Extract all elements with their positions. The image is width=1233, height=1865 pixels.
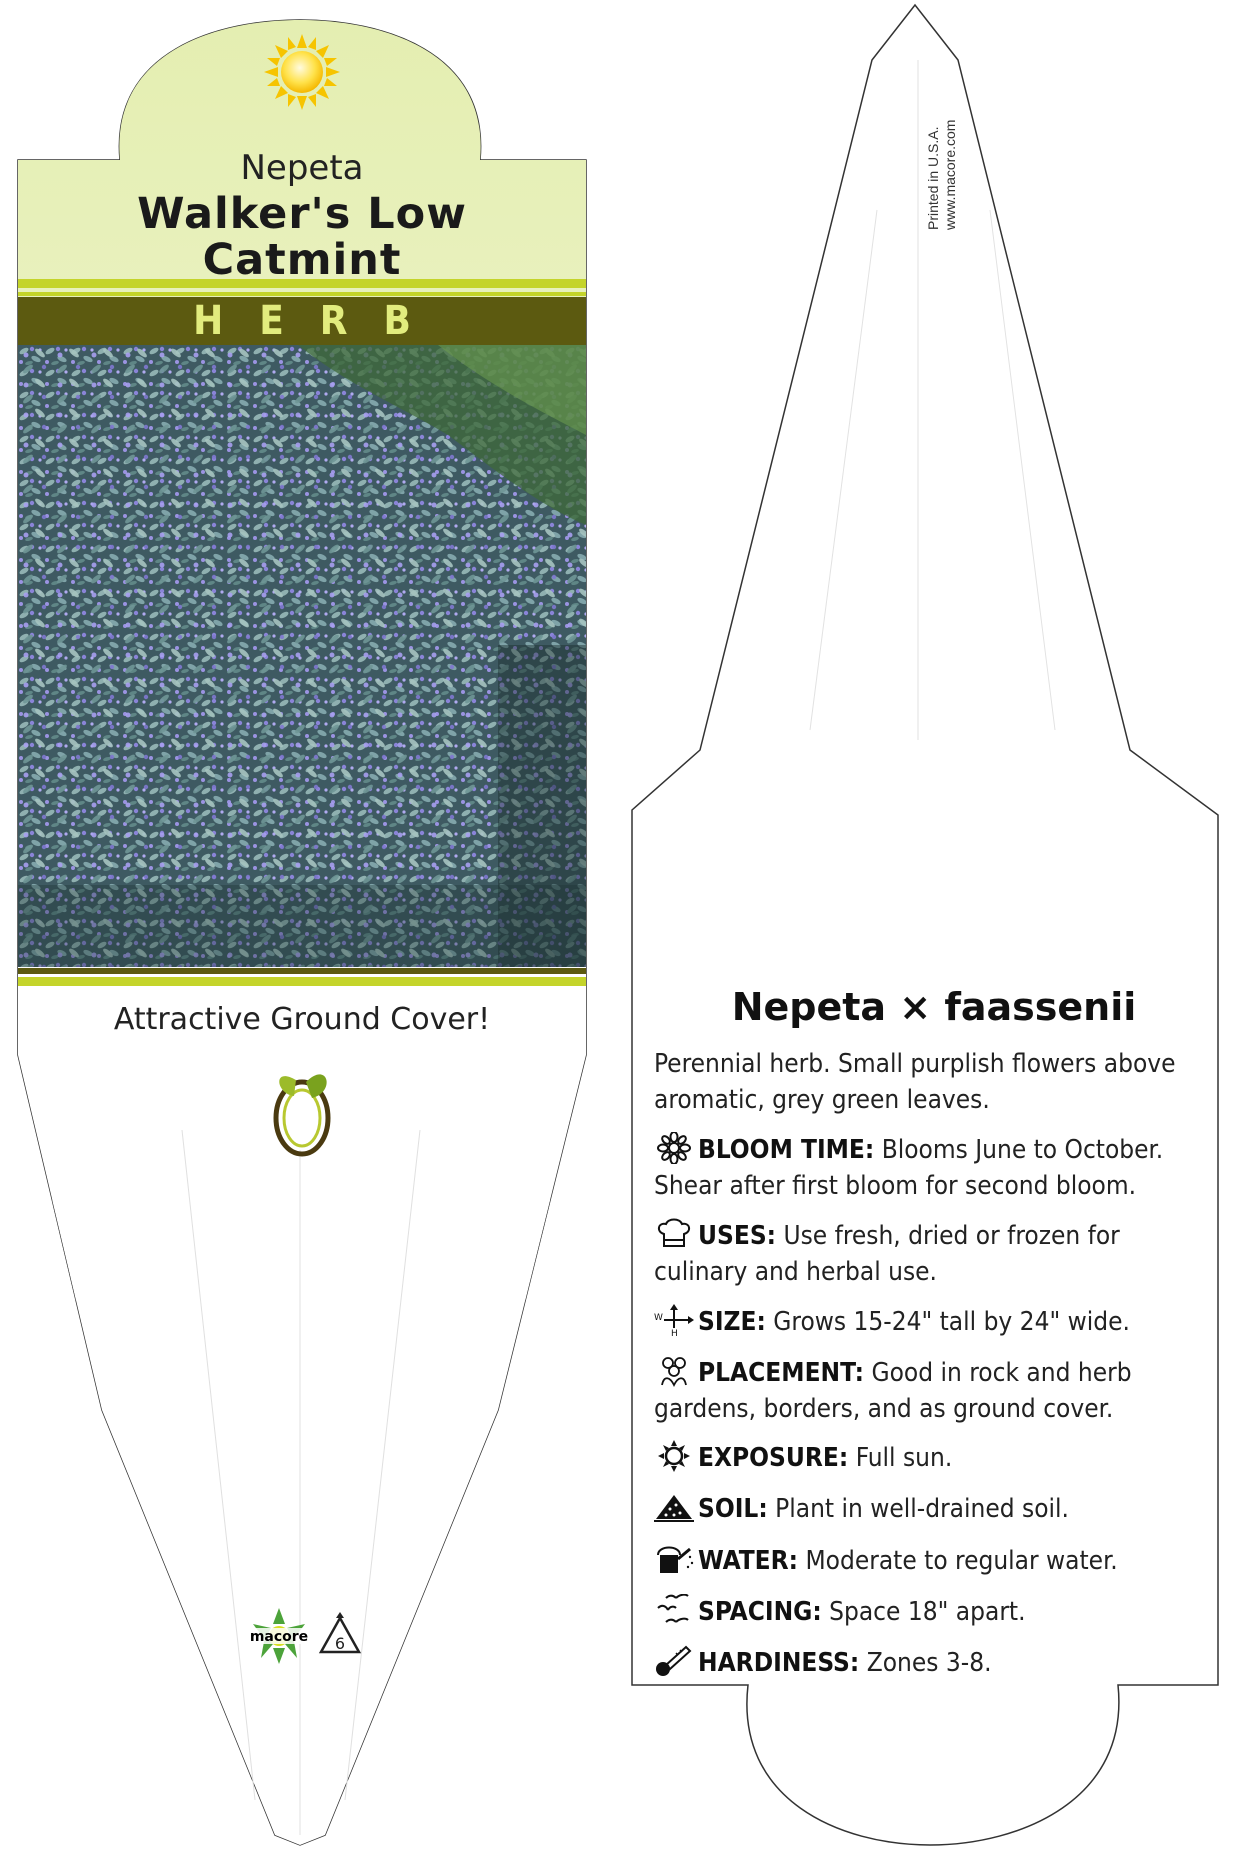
common-name-line1: Walker's Low <box>137 189 467 239</box>
attribute-placement: PLACEMENT: Good in rock and herb gardens, borders, and as ground cover. <box>654 1355 1214 1427</box>
attribute-size: W H SIZE: Grows 15-24" tall by 24" wide. <box>654 1304 1214 1340</box>
printed-in-text: Printed in U.S.A. <box>925 126 941 230</box>
svg-text:W: W <box>654 1313 663 1323</box>
plant-description: Perennial herb. Small purplish flowers above aromatic, grey green leaves. <box>654 1049 1176 1115</box>
attribute-water: WATER: Moderate to regular water. <box>654 1543 1214 1579</box>
category-label: HERB <box>193 298 447 344</box>
size-icon <box>654 1304 694 1336</box>
attribute-hardiness: HARDINESS: Zones 3-8. <box>654 1645 1214 1681</box>
botanical-name: Nepeta × faassenii <box>731 985 1137 1029</box>
thermometer-icon <box>654 1645 694 1677</box>
watering-can-icon <box>654 1543 694 1575</box>
recycle-code-text: 6 <box>334 1634 346 1653</box>
plant-photo <box>18 345 586 967</box>
flower-icon <box>654 1132 694 1164</box>
attribute-uses: USES: Use fresh, dried or frozen for culinary and herbal use. <box>654 1218 1214 1290</box>
sun-exposure-icon <box>654 1440 694 1472</box>
website-text: www.macore.com <box>942 119 958 230</box>
attribute-exposure: EXPOSURE: Full sun. <box>654 1440 1214 1476</box>
print-info <box>895 95 1035 245</box>
spacing-icon <box>654 1594 694 1626</box>
attribute-spacing: SPACING: Space 18" apart. <box>654 1594 1214 1630</box>
sun-icon <box>264 34 340 110</box>
lime-band-thin <box>18 292 586 296</box>
placement-icon <box>654 1355 694 1387</box>
attribute-bloom-time: BLOOM TIME: Blooms June to October. Shear after first bloom for second bloom. <box>654 1132 1214 1204</box>
tagline: Attractive Ground Cover! <box>113 1002 491 1037</box>
plant-photo-illustration <box>18 345 586 967</box>
lime-band-bottom <box>18 977 586 986</box>
svg-text:H: H <box>671 1329 678 1336</box>
genus-name: Nepeta <box>240 148 364 188</box>
olive-band-bottom <box>18 968 586 974</box>
chef-hat-icon <box>654 1218 694 1250</box>
soil-icon <box>654 1491 694 1523</box>
attribute-soil: SOIL: Plant in well-drained soil. <box>654 1491 1214 1527</box>
brand-logo-text: macore <box>249 1629 309 1645</box>
common-name-line2: Catmint <box>202 235 402 285</box>
